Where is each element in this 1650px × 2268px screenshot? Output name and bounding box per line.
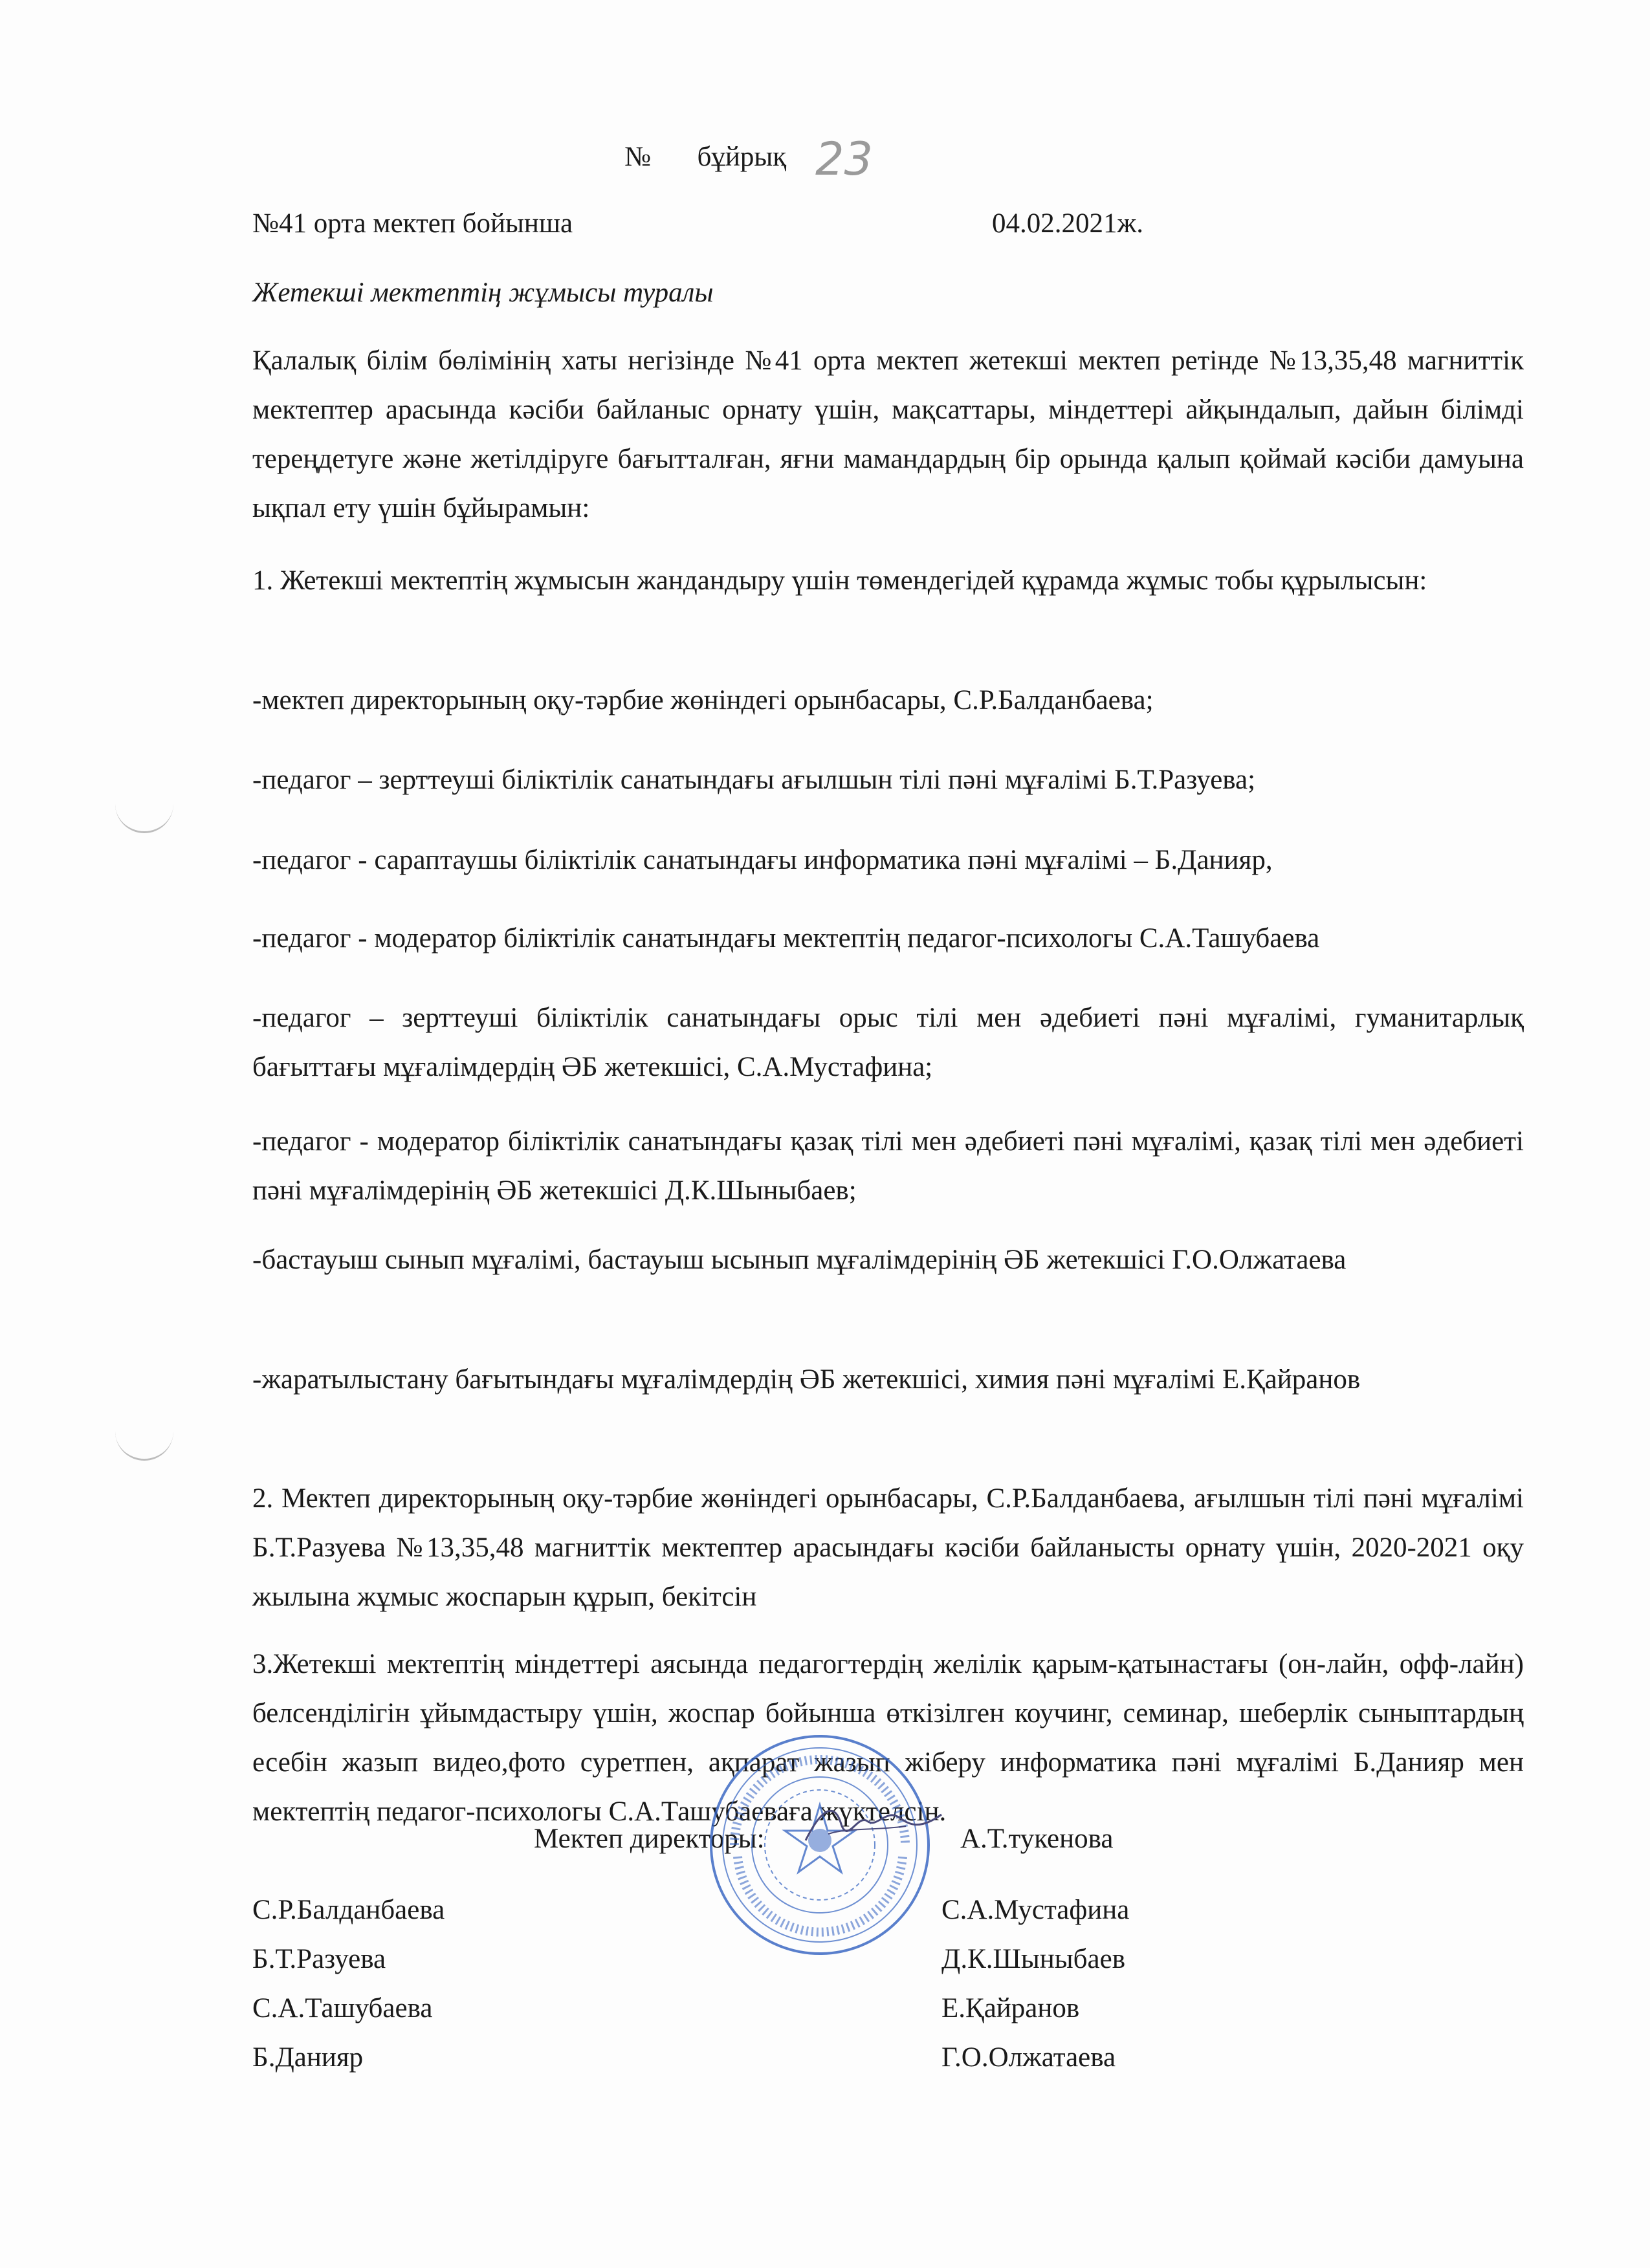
director-signature: [802, 1795, 945, 1853]
item-3: 3.Жетекші мектептің міндеттері аясында педагогтердің желілік қарым-қатынастағы (он-лайн, офф-лайн) белсенділігін ұйымдастыру үшін, жоспар бойынша өткізілген коучинг, семинар, шеберлік сыныптардың есебін жазып видео,фото суретпен, ақпарат жазып жіберу информатика пәні мұғалімі Б.Данияр мен мектептің педагог-психологы С.А.Ташубаеваға жүктелсін.: [252, 1649, 1524, 1827]
acquainted-name: Б.Данияр: [252, 2042, 364, 2073]
punch-hole: [115, 1426, 173, 1461]
item-1: 1. Жетекші мектептің жұмысын жандандыру үшін төмендегідей құрамда жұмыс тобы құрылысын:: [252, 565, 1427, 596]
acquainted-name: Б.Т.Разуева: [252, 1944, 386, 1974]
acquainted-name: Е.Қайранов: [941, 1993, 1080, 2023]
acquainted-name: С.А.Мустафина: [941, 1895, 1130, 1925]
member-7: -бастауыш сынып мұғалімі, бастауыш ысынып мұғалімдерінің ӘБ жетекшісі Г.О.Олжатаева: [252, 1245, 1347, 1275]
member-3: -педагог - сараптаушы біліктілік санатындағы информатика пәні мұғалімі – Б.Данияр,: [252, 845, 1273, 875]
member-6: -педагог - модератор біліктілік санатындағы қазақ тілі мен әдебиеті пәні мұғалімі, қазақ тілі мен әдебиеті пәні мұғалімдерінің ӘБ жетекшісі Д.К.Шыныбаев;: [252, 1126, 1524, 1206]
item-2: 2. Мектеп директорының оқу-тәрбие жөніндегі орынбасары, С.Р.Балданбаева, ағылшын тілі пәні мұғалімі Б.Т.Разуева №13,35,48 магниттік мектептер арасындағы кәсіби байланысты орнату үшін, 2020-2021 оқу жылына жұмыс жоспарын құрып, бекітсін: [252, 1483, 1524, 1612]
handwritten-number: 23: [815, 133, 874, 186]
acquainted-name: Д.К.Шыныбаев: [941, 1944, 1126, 1974]
member-4: -педагог - модератор біліктілік санатындағы мектептің педагог-психологы С.А.Ташубаева: [252, 923, 1320, 954]
intro-paragraph: Қалалық білім бөлімінің хаты негізінде №41 орта мектеп жетекші мектеп ретінде №13,35,48 магниттік мектептер арасында кәсіби байланыс орнату үшін, мақсаттары, міндеттері айқындалып, дайын білімді тереңдетуге және жетілдіруге бағытталған, яғни мамандардың бір орында қалып қоймай кәсіби дамуына ықпал ету үшін бұйырамын:: [252, 345, 1524, 523]
member-1: -мектеп директорының оқу-тәрбие жөніндегі орынбасары, С.Р.Балданбаева;: [252, 685, 1154, 715]
director-label: Мектеп директоры:: [534, 1824, 765, 1854]
punch-hole: [115, 799, 173, 833]
acquainted-left-list: [252, 1886, 445, 2082]
number-sign: №: [624, 142, 652, 172]
document-title: бұйрық: [697, 142, 787, 172]
acquainted-name: С.А.Ташубаева: [252, 1993, 433, 2023]
member-2: -педагог – зерттеуші біліктілік санатындағы ағылшын тілі пәні мұғалімі Б.Т.Разуева;: [252, 765, 1256, 795]
acquainted-right-list: [941, 1886, 1129, 2082]
header-line: [624, 133, 786, 182]
member-5: -педагог – зерттеуші біліктілік санатындағы орыс тілі мен әдебиеті пәні мұғалімі, гуманитарлық бағыттағы мұғалімдердің ӘБ жетекшісі, С.А.Мустафина;: [252, 1003, 1524, 1082]
acquainted-name: С.Р.Балданбаева: [252, 1895, 445, 1925]
order-subject: Жетекші мектептің жұмысы туралы: [252, 278, 714, 308]
director-name: А.Т.тукенова: [960, 1824, 1114, 1854]
order-date: 04.02.2021ж.: [992, 208, 1143, 239]
school-label: №41 орта мектеп бойынша: [252, 208, 573, 239]
acquainted-name: Г.О.Олжатаева: [941, 2042, 1116, 2073]
member-8: -жаратылыстану бағытындағы мұғалімдердің ӘБ жетекшісі, химия пәні мұғалімі Е.Қайранов: [252, 1364, 1361, 1395]
